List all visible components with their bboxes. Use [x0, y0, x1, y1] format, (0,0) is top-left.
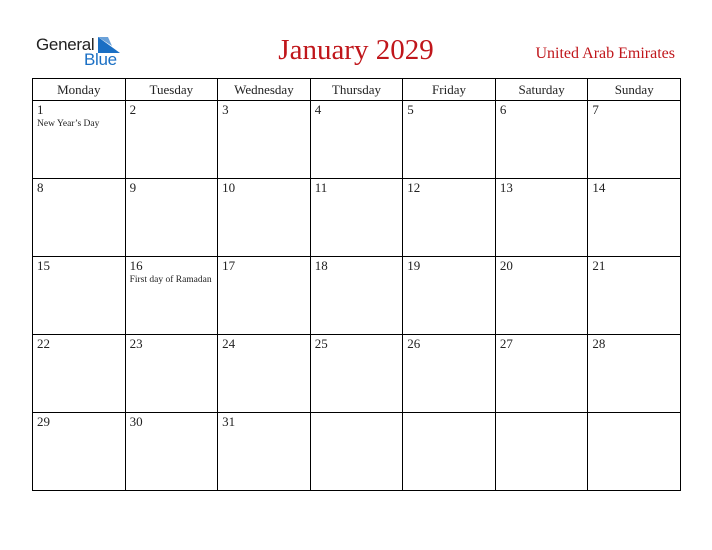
day-cell-content [126, 179, 218, 256]
day-cell [588, 335, 681, 413]
day-cell-content [311, 257, 403, 334]
day-number: 7 [592, 102, 599, 117]
day-cell [310, 179, 403, 257]
weekday-header: Friday [403, 79, 496, 101]
day-number: 24 [222, 336, 236, 351]
week-row [33, 101, 681, 179]
weekday-header: Tuesday [125, 79, 218, 101]
day-cell [588, 257, 681, 335]
day-cell-content [496, 101, 588, 178]
day-cell [218, 101, 311, 179]
day-cell-content [496, 179, 588, 256]
day-cell-content [126, 413, 218, 490]
holiday-label: New Year’s Day [37, 119, 100, 129]
weekday-header-row [33, 79, 681, 101]
day-cell [403, 101, 496, 179]
day-number: 26 [407, 336, 421, 351]
day-cell [310, 335, 403, 413]
day-number: 28 [592, 336, 606, 351]
day-number: 23 [129, 336, 143, 351]
day-cell-content [33, 179, 125, 256]
logo-general-text: General [36, 35, 95, 54]
day-number: 6 [499, 102, 507, 117]
day-number: 21 [592, 258, 606, 273]
day-cell [218, 179, 311, 257]
day-number: 3 [222, 102, 229, 117]
day-number: 9 [129, 180, 137, 195]
week-row [33, 257, 681, 335]
day-cell [495, 413, 588, 491]
day-cell [125, 101, 218, 179]
week-row [33, 335, 681, 413]
day-cell-content [588, 335, 680, 412]
day-cell [403, 413, 496, 491]
day-number: 11 [314, 180, 328, 195]
day-cell-content [126, 257, 218, 334]
day-cell-content [403, 413, 495, 490]
weekday-header: Sunday [588, 79, 681, 101]
day-cell-content [126, 335, 218, 412]
day-cell [588, 179, 681, 257]
day-number: 20 [499, 258, 513, 273]
day-cell-content [218, 179, 310, 256]
day-number: 12 [407, 180, 421, 195]
day-number: 31 [222, 414, 236, 429]
day-cell [495, 179, 588, 257]
day-number: 10 [222, 180, 236, 195]
day-cell [495, 257, 588, 335]
day-cell [588, 101, 681, 179]
day-cell [33, 335, 126, 413]
day-number: 1 [37, 102, 44, 117]
week-row [33, 179, 681, 257]
weekday-header: Wednesday [218, 79, 311, 101]
day-cell [495, 335, 588, 413]
day-cell-content [311, 179, 403, 256]
day-cell-content [218, 257, 310, 334]
day-cell-content [588, 257, 680, 334]
day-cell [125, 335, 218, 413]
day-cell-content [126, 101, 218, 178]
day-number: 16 [129, 258, 143, 273]
day-cell-content [218, 413, 310, 490]
day-cell [403, 179, 496, 257]
day-cell-content [403, 101, 495, 178]
day-cell-content [33, 413, 125, 490]
weekday-header: Monday [33, 79, 126, 101]
day-cell-content [588, 101, 680, 178]
day-cell [495, 101, 588, 179]
logo-blue-text: Blue [84, 50, 117, 69]
day-cell [218, 257, 311, 335]
day-cell-content [403, 179, 495, 256]
day-cell-content [403, 257, 495, 334]
day-cell-content [496, 257, 588, 334]
country-name: United Arab Emirates [535, 45, 675, 62]
day-cell [588, 413, 681, 491]
day-cell-content [588, 413, 680, 490]
day-cell-content [311, 413, 403, 490]
day-cell-content [33, 335, 125, 412]
day-number: 15 [37, 258, 50, 273]
day-cell [310, 257, 403, 335]
day-cell [218, 413, 311, 491]
day-cell-content [311, 101, 403, 178]
day-number: 5 [407, 102, 414, 117]
day-cell [33, 413, 126, 491]
day-number: 8 [37, 180, 44, 195]
day-cell-content [403, 335, 495, 412]
day-cell-content [311, 335, 403, 412]
day-number: 27 [499, 336, 513, 351]
day-number: 18 [314, 258, 328, 273]
day-number: 4 [314, 102, 322, 117]
day-cell [310, 413, 403, 491]
day-number: 13 [499, 180, 513, 195]
day-cell [33, 179, 126, 257]
day-cell [310, 101, 403, 179]
day-cell-content [33, 257, 125, 334]
day-number: 29 [37, 414, 50, 429]
week-row [33, 413, 681, 491]
weekday-header: Saturday [495, 79, 588, 101]
day-cell-content [218, 101, 310, 178]
day-cell [403, 335, 496, 413]
day-cell-content [496, 335, 588, 412]
day-cell [125, 257, 218, 335]
day-cell-content [588, 179, 680, 256]
day-cell [218, 335, 311, 413]
day-cell [33, 257, 126, 335]
day-cell [403, 257, 496, 335]
day-number: 30 [129, 414, 143, 429]
day-cell [125, 413, 218, 491]
day-number: 22 [37, 336, 50, 351]
calendar-grid [32, 78, 681, 491]
day-cell [125, 179, 218, 257]
day-number: 14 [592, 180, 606, 195]
day-cell-content [33, 101, 125, 178]
holiday-label: First day of Ramadan [129, 275, 212, 285]
weekday-header: Thursday [310, 79, 403, 101]
day-cell-content [496, 413, 588, 490]
day-cell-content [218, 335, 310, 412]
day-number: 25 [314, 336, 328, 351]
day-number: 2 [129, 102, 137, 117]
day-cell [33, 101, 126, 179]
day-number: 19 [407, 258, 421, 273]
day-number: 17 [222, 258, 236, 273]
calendar-title: January 2029 [278, 34, 434, 66]
